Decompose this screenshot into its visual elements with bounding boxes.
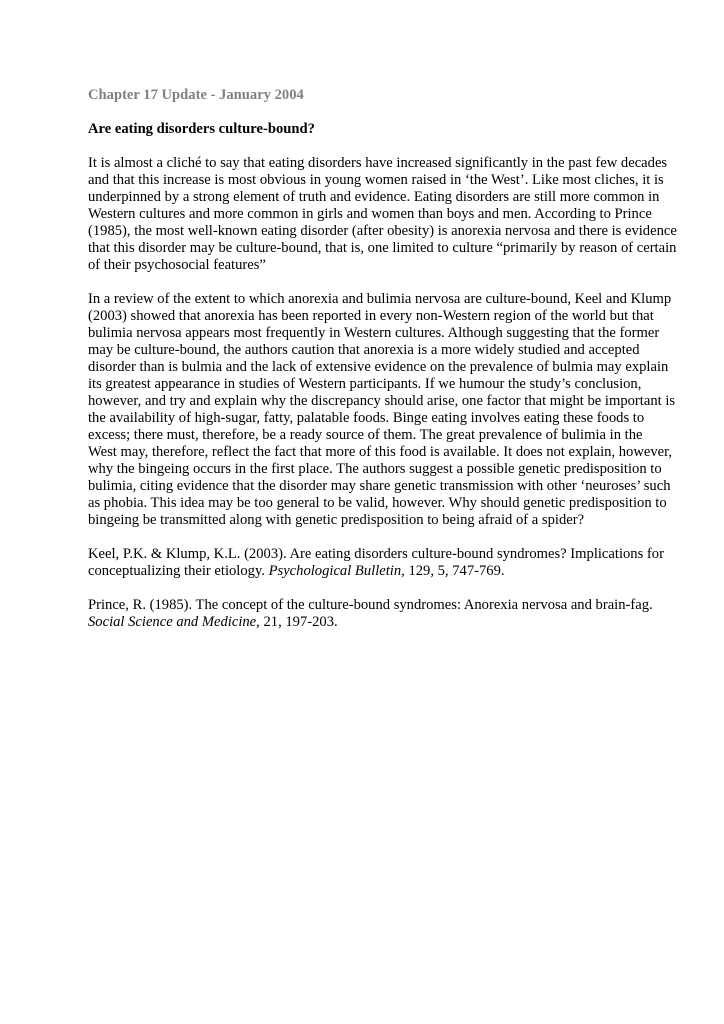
paragraph-line: (2003) showed that anorexia has been reported in every non-Western region of the world but that: [88, 308, 654, 324]
paragraph-line: why the bingeing occurs in the first place. The authors suggest a possible genetic predisposition to: [88, 461, 662, 477]
paragraph-line: however, and try and explain why the discrepancy should arise, one factor that might be important is: [88, 393, 676, 409]
paragraph-line: West may, therefore, reflect the fact that more of this food is available. It does not explain, however,: [88, 444, 673, 460]
section-heading: Are eating disorders culture-bound?: [88, 121, 315, 137]
paragraph-line: disorder than is bulmia and the lack of extensive evidence on the prevalence of bulmia may explain: [88, 359, 669, 375]
reference-text: conceptualizing their etiology.: [88, 563, 269, 579]
paragraph-line: that this disorder may be culture-bound, that is, one limited to culture “primarily by reason of certain: [88, 240, 677, 256]
paragraph-line: (1985), the most well-known eating disorder (after obesity) is anorexia nervosa and there is evidence: [88, 223, 677, 239]
paragraph-line: Western cultures and more common in girls and women than boys and men. According to Prince: [88, 206, 652, 222]
paragraph-line: the availability of high-sugar, fatty, palatable foods. Binge eating involves eating these foods to: [88, 410, 645, 426]
paragraph-line: underpinned by a strong element of truth and evidence. Eating disorders are still more common in: [88, 189, 660, 205]
journal-title: Social Science and Medicine: [88, 614, 257, 630]
reference-prince: [88, 597, 653, 631]
paragraph-review: [88, 291, 676, 529]
paragraph-line: may be culture-bound, the authors caution that anorexia is a more widely studied and accepted: [88, 342, 640, 358]
reference-line: Prince, R. (1985). The concept of the culture-bound syndromes: Anorexia nervosa and brain-fag.: [88, 597, 653, 613]
paragraph-line: In a review of the extent to which anorexia and bulimia nervosa are culture-bound, Keel and Klump: [88, 291, 672, 307]
paragraph-line: as phobia. This idea may be too general to be valid, however. Why should genetic predisposition to: [88, 495, 667, 511]
paragraph-line: bulimia nervosa appears most frequently in Western cultures. Although suggesting that the former: [88, 325, 660, 341]
paragraph-line: excess; there must, therefore, be a ready source of them. The great prevalence of bulimia in the: [88, 427, 643, 443]
paragraph-line: bulimia, citing evidence that the disorder may share genetic transmission with other ‘neuroses’ such: [88, 478, 671, 494]
journal-title: Psychological Bulletin: [268, 563, 402, 579]
paragraph-intro: [88, 155, 677, 274]
paragraph-line: its greatest appearance in studies of Western participants. If we humour the study’s conclusion,: [88, 376, 642, 392]
reference-keel-klump: [88, 546, 664, 580]
reference-line: [88, 614, 648, 631]
document-body: [88, 87, 677, 648]
paragraph-line: It is almost a cliché to say that eating disorders have increased significantly in the past few decades: [88, 155, 668, 171]
paragraph-line: of their psychosocial features”: [88, 257, 266, 273]
paragraph-line: bingeing be transmitted along with genetic predisposition to being afraid of a spider?: [88, 512, 585, 528]
paragraph-line: and that this increase is most obvious in young women raised in ‘the West’. Like most cliches, it is: [88, 172, 664, 188]
reference-text: , 21, 197-203.: [256, 614, 338, 630]
chapter-heading: Chapter 17 Update - January 2004: [88, 87, 304, 103]
reference-line: Keel, P.K. & Klump, K.L. (2003). Are eating disorders culture-bound syndromes? Implications for: [88, 546, 664, 562]
reference-text: , 129, 5, 747-769.: [401, 563, 505, 579]
reference-line: [88, 563, 648, 580]
